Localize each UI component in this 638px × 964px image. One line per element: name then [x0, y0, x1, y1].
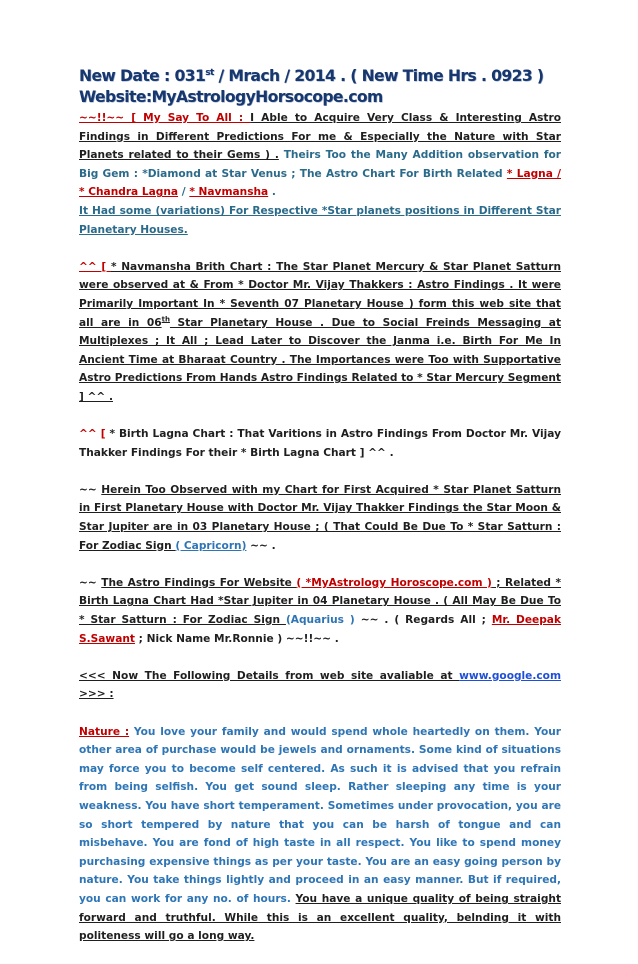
tilde-prefix: ~~ — [79, 576, 102, 589]
details-suffix: >>> : — [79, 688, 114, 701]
navmansha-chart-text: * Navmansha Brith Chart : The Star Planet Mercury & Star Planet Satturn were observed at & From * Doctor Mr. Vijay Thakkers : Astro Findings . It were Primarily Important In * Seventh 07 Planetary House ) form this web site that all are in 06 — [79, 260, 561, 329]
author-name: Mr. Deepak S.Sawant — [79, 614, 561, 645]
website-heading: Website:MyAstrologyHorsocope.com — [79, 88, 383, 106]
navmansha-chart-text-cont: Star Planetary House . Due to Social Freinds Messaging at Multiplexes ; It All ; Lead Later to Discover the Janma i.e. Birth For Me In Ancient Time at Bharaat Country . The Importances were Too with Supportative Astro Predictions From Hands Astro Findings Related to * Star Mercury Segment ] ^^ . — [79, 316, 562, 403]
paragraph-birth-lagna — [79, 425, 561, 462]
document-body — [79, 66, 561, 964]
findings-text: The Astro Findings For Website — [101, 576, 297, 589]
jupiter-text: ; Related * Birth Lagna Chart Had *Star Jupiter in 04 Planetary House . ( All May Be Due To * Star Satturn : For Zodiac Sign — [79, 576, 562, 627]
tilde-prefix: ~~ — [79, 483, 102, 496]
google-link[interactable]: www.google.com — [459, 669, 561, 682]
nature-highlight: You have a unique quality of being straight forward and truthful. While this is an excellent quality, belnding it with politeness will go a long way. — [79, 892, 562, 943]
date-suffix: st — [205, 67, 214, 78]
nick-name-text: ; Nick Name Mr.Ronnie ) ~~!!~~ . — [134, 632, 339, 645]
nature-text: You love your family and would spend whole heartedly on them. Your other area of purchase would be jewels and ornaments. Some kind of situations may force you to become self centered. As such it is advised that you refrain from being selfish. You get sound sleep. Rather sleeping any time is your weakness. You have short temperament. Sometimes under provocation, you are so short tempered by nature that you can be harsh of tongue and can misbehave. You are fond of high taste in all respect. You like to spend money purchasing expensive things as per your taste. You are an easy going person by nature. You take things lightly and proceed in an easy manner. But if required, you can work for any no. of hours. — [79, 725, 561, 905]
separator-text: / — [178, 186, 190, 199]
my-say-label: ~~!!~~ [ My Say To All : — [79, 112, 251, 124]
date-text: New Date : 031 — [79, 67, 206, 85]
paragraph-satturn — [79, 481, 561, 555]
regards-text: ~~ . ( Regards All ; — [354, 614, 492, 627]
navmansha-text: * Navmansha — [189, 186, 269, 199]
paragraph-following-details — [79, 667, 561, 704]
details-text: <<< Now The Following Details from web site avaliable at — [79, 669, 460, 682]
variations-text: It Had some (variations) For Respective *Star planets positions in Different Star Planetary Houses. — [79, 204, 561, 236]
my-say-text: I Able to Acquire Very Class & Interesting Astro Findings in Different Predictions For me & Especially the Nature with Star Planets related to their Gems ) . — [79, 112, 561, 162]
paragraph-website-findings — [79, 574, 561, 648]
nature-label: Nature : — [79, 725, 130, 738]
date-rest-text: / Mrach / 2014 . ( New Time Hrs . 0923 ) — [213, 67, 544, 85]
capricorn-text: ( Capricorn) — [175, 539, 247, 552]
paragraph-my-say — [79, 109, 561, 239]
paragraph-navmansha — [79, 258, 561, 407]
bracket-open: ^^ [ — [79, 428, 110, 441]
website-ref: ( *MyAstrology Horoscope.com ) — [296, 576, 492, 589]
ordinal-suffix: th — [161, 315, 170, 323]
satturn-text: Herein Too Observed with my Chart for First Acquired * Star Planet Satturn in First Planetary House with Doctor Mr. Vijay Thakker Findings the Star Moon & Star Jupiter are in 03 Planetary House ; ( That Could Be Due To * Star Satturn : For Zodiac Sign — [79, 483, 561, 552]
gem-text: Theirs Too the Many Addition observation for Big Gem : *Diamond at Star Venus ; The Astro Chart For Birth Related — [79, 149, 561, 180]
aquarius-text: (Aquarius ) — [285, 614, 355, 627]
lagna-text: * Lagna / * Chandra Lagna — [79, 167, 562, 199]
period-text: . — [268, 186, 276, 199]
paragraph-nature — [79, 723, 561, 946]
bracket-open: ^^ [ — [79, 260, 111, 273]
birth-lagna-text: * Birth Lagna Chart : That Varitions in Astro Findings From Doctor Mr. Vijay Thakker Findings For their * Birth Lagna Chart ] ^^ . — [79, 428, 561, 459]
date-heading — [79, 66, 561, 87]
tilde-suffix: ~~ . — [246, 539, 276, 552]
